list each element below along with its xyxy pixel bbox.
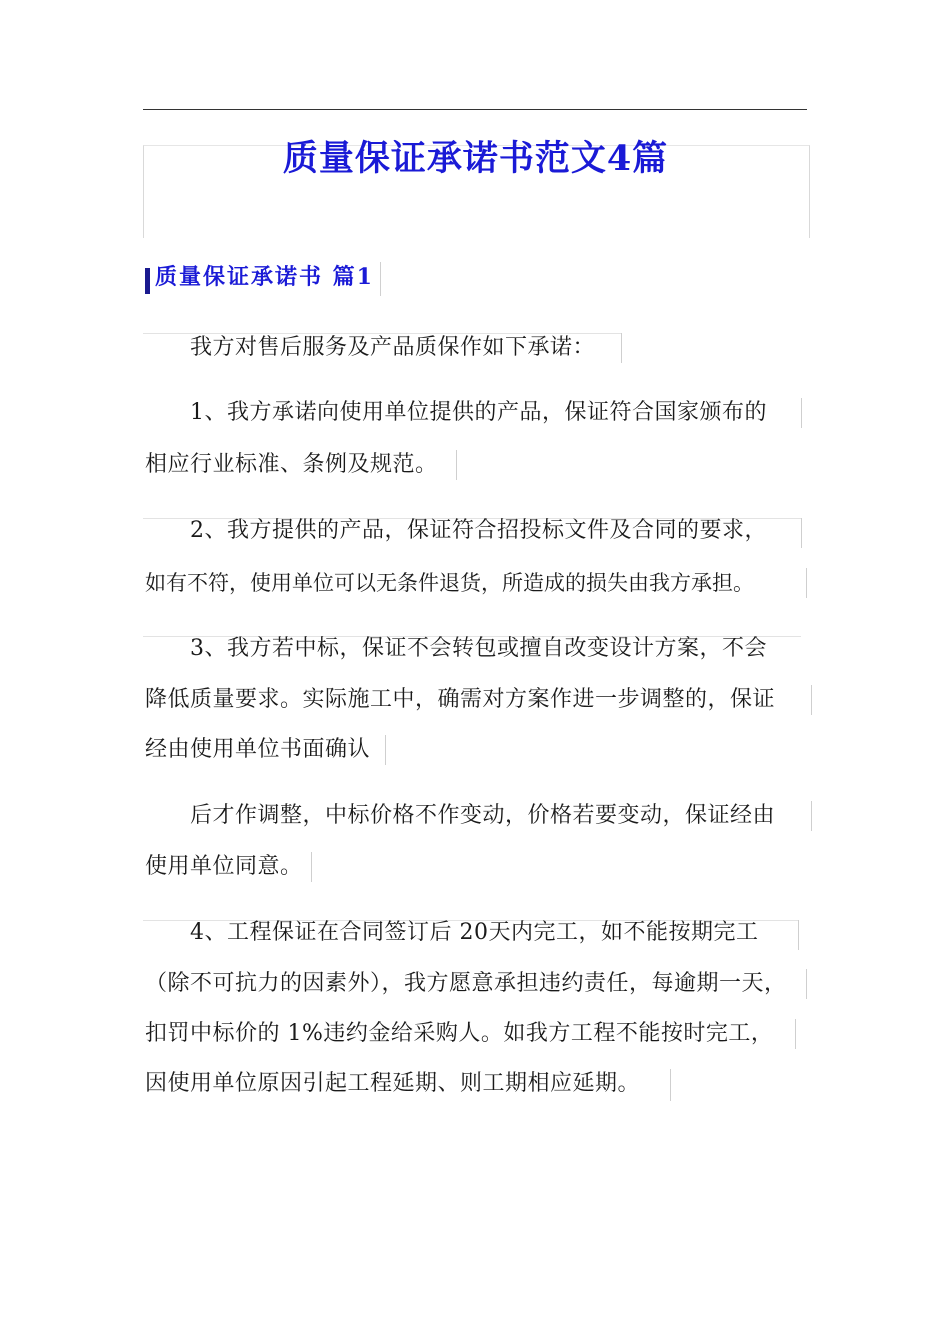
item4-line2: （除不可抗力的因素外），我方愿意承担违约责任，每逾期一天，	[145, 971, 787, 996]
line-edge	[806, 568, 807, 598]
section-heading: 质量保证承诺书 篇1	[145, 262, 381, 296]
item4-line3: 扣罚中标价的 1%违约金给采购人。如我方工程不能按时完工，	[145, 1021, 774, 1046]
document-title: 质量保证承诺书范文4篇	[282, 138, 669, 179]
header-rule	[143, 109, 807, 110]
item2-line1: 2、我方提供的产品，保证符合招投标文件及合同的要求，	[190, 518, 767, 543]
line-edge	[795, 1019, 796, 1049]
paragraph-frame-edge	[621, 333, 622, 363]
line-edge	[311, 852, 312, 882]
item2-line2: 如有不符，使用单位可以无条件退货，所造成的损失由我方承担。	[145, 571, 754, 595]
line-edge	[670, 1069, 671, 1101]
line-edge	[456, 450, 457, 480]
item1-line2: 相应行业标准、条例及规范。	[145, 452, 438, 477]
line-edge	[806, 969, 807, 999]
line-edge	[385, 735, 386, 765]
item3-line3: 经由使用单位书面确认	[145, 737, 371, 762]
line-edge	[801, 398, 802, 428]
item3-cont-line1: 后才作调整，中标价格不作变动，价格若要变动，保证经由	[190, 803, 776, 828]
line-edge	[811, 685, 812, 715]
item1-line1: 1、我方承诺向使用单位提供的产品，保证符合国家颁布的	[190, 400, 767, 425]
line-edge	[801, 518, 802, 548]
line-edge	[798, 920, 799, 950]
item4-line4: 因使用单位原因引起工程延期、则工期相应延期。	[145, 1071, 641, 1096]
line-edge	[811, 801, 812, 831]
item3-line1: 3、我方若中标，保证不会转包或擅自改变设计方案，不会	[190, 636, 767, 661]
item3-line2: 降低质量要求。实际施工中，确需对方案作进一步调整的，保证	[145, 687, 776, 712]
item4-line1: 4、工程保证在合同签订后 20天内完工，如不能按期完工	[190, 920, 759, 945]
item3-cont-line2: 使用单位同意。	[145, 854, 303, 879]
intro-paragraph: 我方对售后服务及产品质保作如下承诺：	[190, 335, 596, 360]
